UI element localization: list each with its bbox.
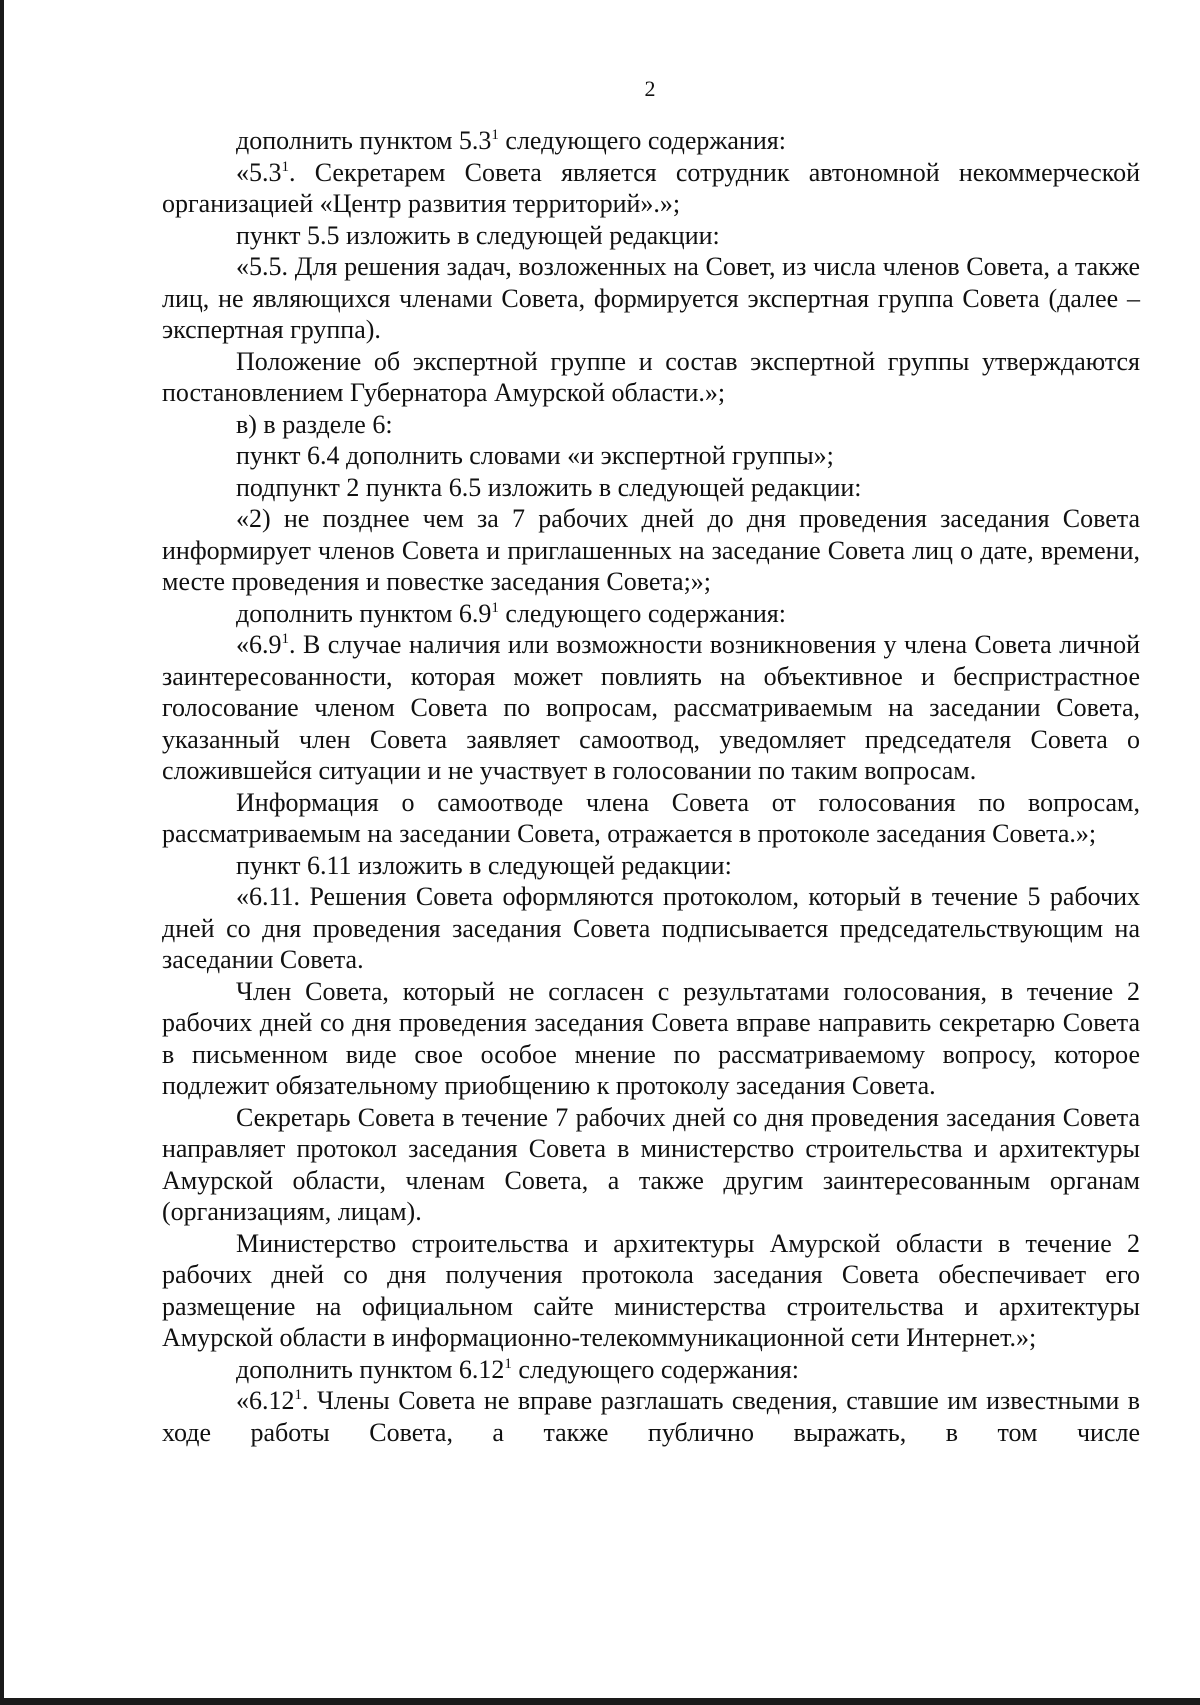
paragraph: «5.5. Для решения задач, возложенных на Совет, из числа членов Совета, а также лиц, не являющихся членами Совета, формируется экспертная группа Совета (далее – экспертная группа).	[162, 252, 1140, 344]
paragraph: «$6.9^1$. В случае наличия или возможности возникновения у члена Совета личной заинтересованности, которая может повлиять на объективное и беспристрастное голосование членом Совета по вопросам, рассматриваемым на заседании Совета, указанный член Совета заявляет самоотвод, уведомляет председателя Совета о сложившейся ситуации и не участвует в голосовании по таким вопросам.	[162, 630, 1140, 785]
paragraph: «6.12$^1$. Члены Совета не вправе разглашать сведения, ставшие им известными в ходе работы Совета, а также публично выражать, в том числе	[162, 1386, 1140, 1447]
paragraph: Информация о самоотводе члена Совета от голосования по вопросам, рассматриваемым на заседании Совета, отражается в протоколе заседания Совета.»;	[162, 787, 1140, 848]
paragraph: дополнить пунктом $5.3^1$ следующего содержания:	[236, 126, 786, 155]
paragraph: Министерство строительства и архитектуры Амурской области в течение 2 рабочих дней со дня получения протокола заседания Совета обеспечивает его размещение на официальном сайте министерства строительства и архитектуры Амурской области в информационно-телекоммуникационной сети Интернет.»;	[162, 1228, 1140, 1352]
paragraph: Положение об экспертной группе и состав экспертной группы утверждаются постановлением Губернатора Амурской области.»;	[162, 346, 1140, 407]
paragraph: Член Совета, который не согласен с результатами голосования, в течение 2 рабочих дней со дня проведения заседания Совета вправе направить секретарю Совета в письменном виде свое особое мнение по рассматриваемому вопросу, которое подлежит обязательному приобщению к протоколу заседания Совета.	[162, 976, 1140, 1100]
scan-border-bottom	[0, 1698, 1200, 1705]
paragraph: пункт 6.4 дополнить словами «и экспертной группы»;	[236, 441, 834, 470]
document-body	[162, 125, 1140, 1448]
paragraph: в) в разделе 6:	[236, 409, 393, 439]
paragraph: пункт 5.5 изложить в следующей редакции:	[236, 220, 720, 250]
paragraph: Секретарь Совета в течение 7 рабочих дней со дня проведения заседания Совета направляет протокол заседания Совета в министерство строительства и архитектуры Амурской области, членам Совета, а также другим заинтересованным органам (организациям, лицам).	[162, 1102, 1140, 1226]
paragraph: «$5.3^1$. Секретарем Совета является сотрудник автономной некоммерческой организацией «Центр развития территорий».»;	[162, 157, 1140, 218]
paragraph: дополнить пунктом 6.12$^1$ следующего содержания:	[236, 1354, 799, 1384]
paragraph: «6.11. Решения Совета оформляются протоколом, который в течение 5 рабочих дней со дня проведения заседания Совета подписывается председательствующим на заседании Совета.	[162, 882, 1140, 974]
paragraph: дополнить пунктом $6.9^1$ следующего содержания:	[236, 598, 786, 628]
page-number: 2	[644, 76, 656, 101]
paragraph: пункт 6.11 изложить в следующей редакции:	[236, 850, 732, 880]
scan-border-left	[0, 0, 4, 1705]
paragraph: подпункт 2 пункта 6.5 изложить в следующей редакции:	[236, 472, 862, 502]
paragraph: «2) не позднее чем за 7 рабочих дней до дня проведения заседания Совета информирует членов Совета и приглашенных на заседание Совета лиц о дате, времени, месте проведения и повестке заседания Совета;»;	[162, 504, 1140, 596]
